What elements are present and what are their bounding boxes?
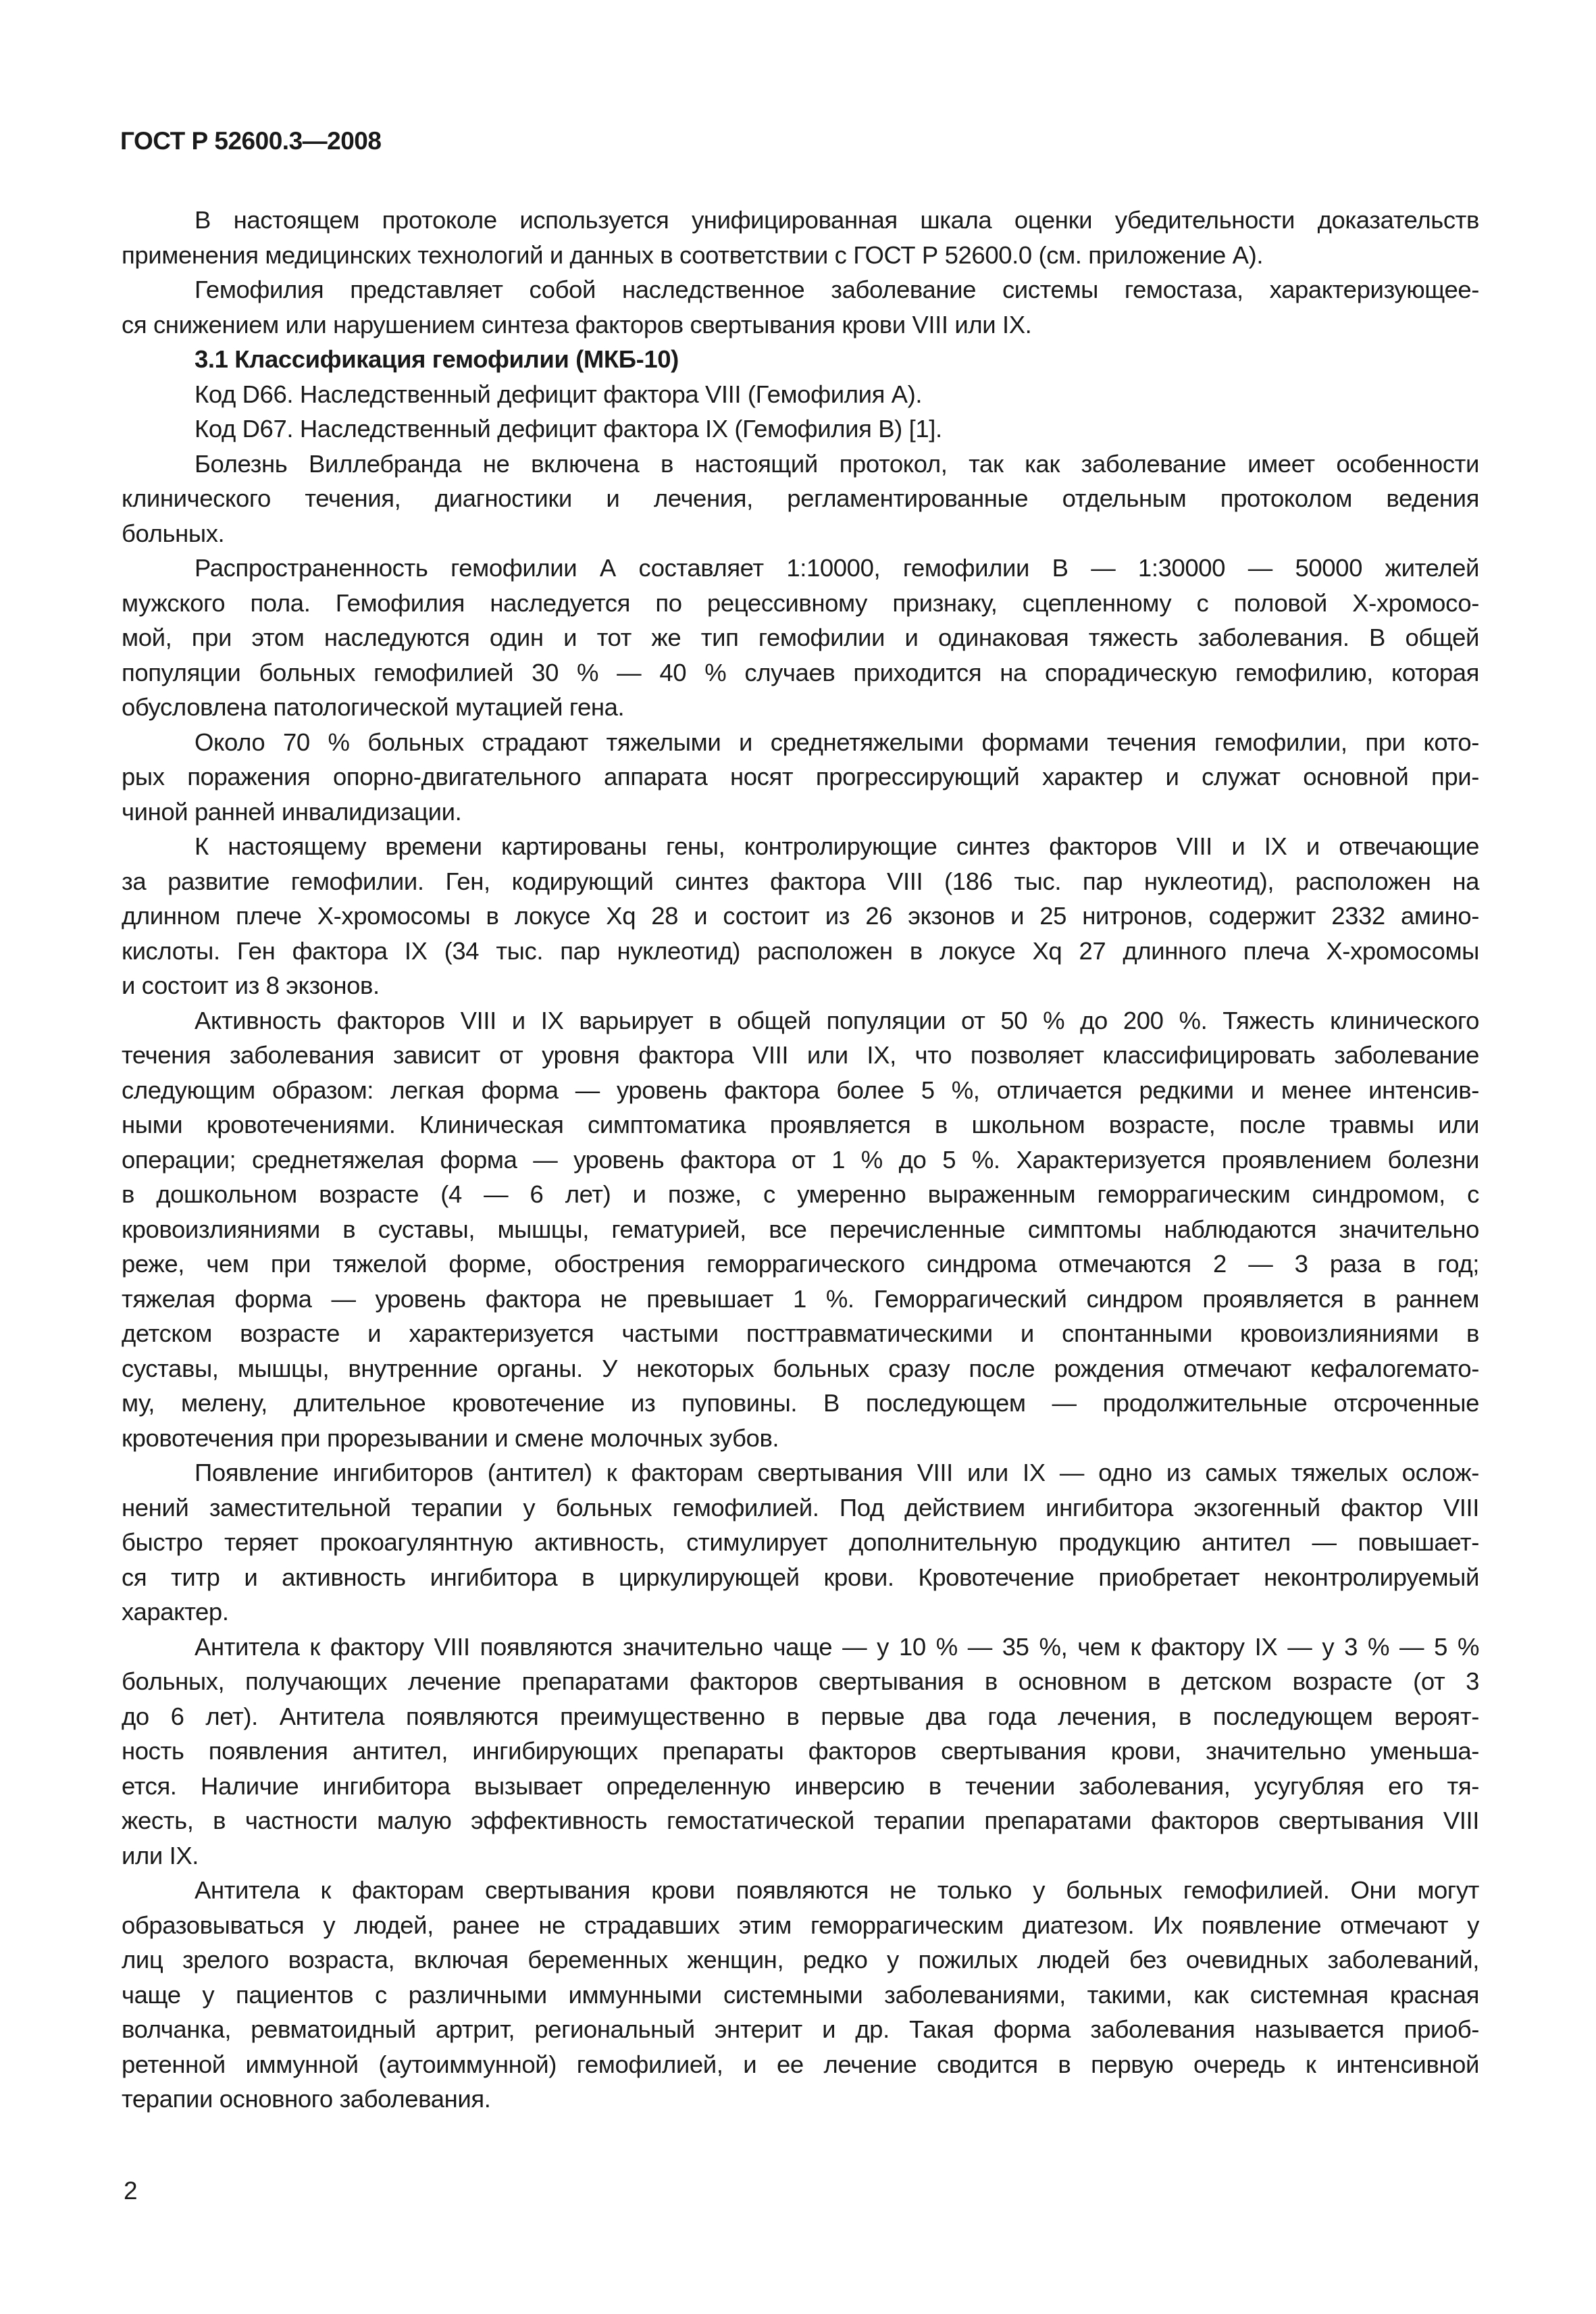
text-line: течения заболевания зависит от уровня фактора VIII или IX, что позволяет классифицировать заболевание [122, 1041, 1479, 1069]
paragraph [122, 272, 1479, 342]
text-line: ными кровотечениями. Клиническая симптоматика проявляется в школьном возрасте, после травмы или [122, 1111, 1479, 1138]
text-line: Код D66. Наследственный дефицит фактора VIII (Гемофилия А). [195, 380, 923, 408]
text-line: или IX. [122, 1841, 199, 1869]
text-line: обусловлена патологической мутацией гена. [122, 693, 625, 721]
document-header: ГОСТ Р 52600.3—2008 [120, 127, 382, 155]
text-line: Появление ингибиторов (антител) к факторам свертывания VIII или IX — одно из самых тяжелых ослож- [195, 1459, 1479, 1486]
paragraph [122, 203, 1479, 272]
text-line: Активность факторов VIII и IX варьирует в общей популяции от 50 % до 200 %. Тяжесть клинического [195, 1006, 1479, 1034]
text-line: и состоит из 8 экзонов. [122, 972, 380, 999]
text-line: К настоящему времени картированы гены, контролирующие синтез факторов VIII и IX и отвечающие [195, 832, 1479, 860]
paragraph [122, 725, 1479, 830]
text-line: быстро теряет прокоагулянтную активность, стимулирует дополнительную продукцию антител — повышает- [122, 1528, 1479, 1556]
text-line: рых поражения опорно-двигательного аппарата носят прогрессирующий характер и служат основной при- [122, 763, 1479, 790]
paragraph [122, 447, 1479, 551]
text-line: чиной ранней инвалидизации. [122, 797, 462, 826]
text-line: Болезнь Виллебранда не включена в настоящий протокол, так как заболевание имеет особенности [195, 449, 1479, 478]
text-line: мой, при этом наследуются один и тот же тип гемофилии и одинаковая тяжесть заболевания. В общей [122, 624, 1479, 651]
section-heading [122, 342, 1479, 377]
text-line: клинического течения, диагностики и лечения, регламентированные отдельным протоколом ведения [122, 484, 1479, 512]
text-line: Код D67. Наследственный дефицит фактора IX (Гемофилия В) [1]. [195, 415, 942, 443]
text-line: Около 70 % больных страдают тяжелыми и среднетяжелыми формами течения гемофилии, при кото- [195, 728, 1479, 756]
text-line: лиц зрелого возраста, включая беременных женщин, редко у пожилых людей без очевидных заболеваний, [122, 1946, 1479, 1973]
page-number: 2 [124, 2177, 138, 2205]
text-line: Антитела к фактору VIII появляются значительно чаще — у 10 % — 35 %, чем к фактору IX — у 3 % — 5 % [195, 1632, 1479, 1661]
text-line: терапии основного заболевания. [122, 2085, 491, 2113]
text-line: операции; среднетяжелая форма — уровень фактора от 1 % до 5 %. Характеризуется проявлением болезни [122, 1145, 1479, 1174]
text-line: волчанка, ревматоидный артрит, региональный энтерит и др. Такая форма заболевания называется приоб- [122, 2015, 1479, 2043]
text-line: ся снижением или нарушением синтеза факторов свертывания крови VIII или IX. [122, 310, 1032, 338]
text-line: мужского пола. Гемофилия наследуется по рецессивному признаку, сцепленному с половой Х-хромосо- [122, 588, 1479, 617]
text-line: ность появления антител, ингибирующих препараты факторов свертывания крови, значительно уменьша- [122, 1737, 1479, 1765]
text-line: популяции больных гемофилией 30 % — 40 % случаев приходится на спорадическую гемофилию, которая [122, 658, 1479, 686]
text-line: кровотечения при прорезывании и смене молочных зубов. [122, 1424, 779, 1452]
paragraph [122, 1873, 1479, 2117]
text-line: детском возрасте и характеризуется частыми посттравматическими и спонтанными кровоизлияниями в [122, 1319, 1479, 1347]
paragraph [122, 551, 1479, 725]
text-line: му, мелену, длительное кровотечение из пуповины. В последующем — продолжительные отсроченные [122, 1389, 1479, 1417]
paragraph [122, 829, 1479, 1003]
text-line: В настоящем протоколе используется унифицированная шкала оценки убедительности доказательств [195, 206, 1479, 234]
paragraph [122, 377, 1479, 412]
document-body [122, 203, 1479, 2117]
text-line: нений заместительной терапии у больных гемофилией. Под действием ингибитора экзогенный фактор VIII [122, 1493, 1479, 1521]
text-line: больных. [122, 519, 225, 547]
paragraph [122, 411, 1479, 447]
text-line: суставы, мышцы, внутренние органы. У некоторых больных сразу после рождения отмечают кефалогемато- [122, 1354, 1479, 1382]
text-line: ретенной иммунной (аутоиммунной) гемофилией, и ее лечение сводится в первую очередь к интенсивной [122, 2050, 1479, 2078]
paragraph [122, 1003, 1479, 1456]
text-line: 3.1 Классификация гемофилии (МКБ-10) [195, 345, 679, 373]
text-line: до 6 лет). Антитела появляются преимущественно в первые два года лечения, в последующем вероят- [122, 1702, 1479, 1730]
text-line: жесть, в частности малую эффективность гемостатической терапии препаратами факторов свертывания VIII [122, 1807, 1479, 1834]
text-line: характер. [122, 1598, 229, 1626]
text-line: реже, чем при тяжелой форме, обострения геморрагического синдрома отмечаются 2 — 3 раза в год; [122, 1250, 1479, 1278]
text-line: Антитела к факторам свертывания крови появляются не только у больных гемофилией. Они могут [195, 1876, 1479, 1904]
paragraph [122, 1455, 1479, 1630]
text-line: ется. Наличие ингибитора вызывает определенную инверсию в течении заболевания, усугубляя его тя- [122, 1771, 1479, 1800]
text-line: чаще у пациентов с различными иммунными системными заболеваниями, такими, как системная красная [122, 1980, 1479, 2009]
text-line: Распространенность гемофилии А составляет 1:10000, гемофилии В — 1:30000 — 50000 жителей [195, 554, 1479, 582]
text-line: кровоизлияниями в суставы, мышцы, гематурией, все перечисленные симптомы наблюдаются значительно [122, 1215, 1479, 1243]
text-line: длинном плече Х-хромосомы в локусе Xq 28 и состоит из 26 экзонов и 25 нитронов, содержит 2332 амино- [122, 902, 1479, 930]
text-line: образовываться у людей, ранее не страдавших этим геморрагическим диатезом. Их появление отмечают у [122, 1911, 1479, 1939]
paragraph [122, 1630, 1479, 1873]
text-line: в дошкольном возрасте (4 — 6 лет) и позже, с умеренно выраженным геморрагическим синдромом, с [122, 1180, 1479, 1208]
text-line: применения медицинских технологий и данных в соответствии с ГОСТ Р 52600.0 (см. приложение А). [122, 241, 1264, 269]
text-line: следующим образом: легкая форма — уровень фактора более 5 %, отличается редкими и менее интенсив- [122, 1076, 1479, 1104]
text-line: за развитие гемофилии. Ген, кодирующий синтез фактора VIII (186 тыс. пар нуклеотид), расположен на [122, 867, 1479, 895]
text-line: ся титр и активность ингибитора в циркулирующей крови. Кровотечение приобретает неконтролируемый [122, 1563, 1479, 1591]
text-line: Гемофилия представляет собой наследственное заболевание системы гемостаза, характеризующее- [195, 276, 1479, 303]
text-line: кислоты. Ген фактора IX (34 тыс. пар нуклеотид) расположен в локусе Xq 27 длинного плеча Х-хромосомы [122, 936, 1479, 965]
text-line: больных, получающих лечение препаратами факторов свертывания в основном в детском возрасте (от 3 [122, 1667, 1479, 1695]
text-line: тяжелая форма — уровень фактора не превышает 1 %. Геморрагический синдром проявляется в раннем [122, 1284, 1479, 1313]
